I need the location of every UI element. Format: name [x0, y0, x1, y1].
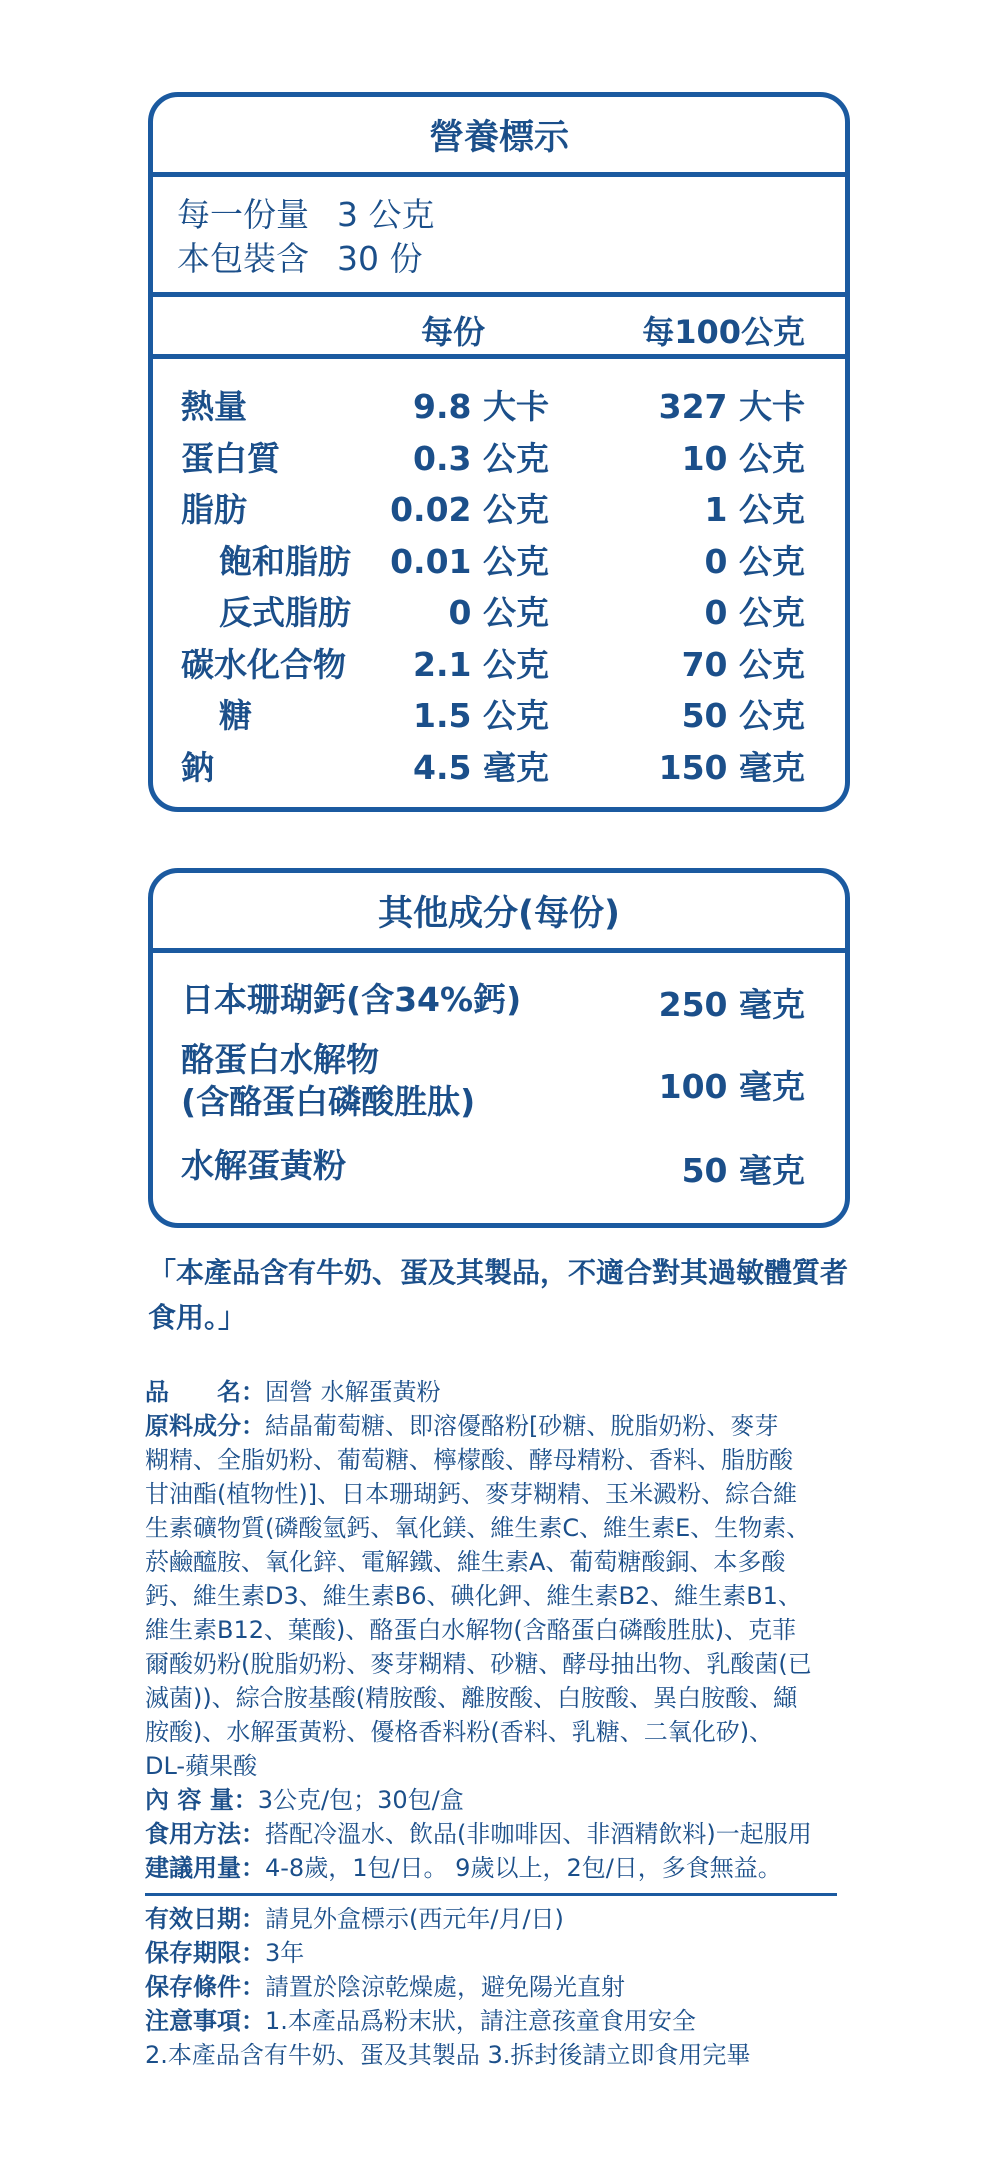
other-row-coral-calcium — [153, 965, 845, 1035]
ingredients-line: 生素礦物質(磷酸氫鈣、氧化鎂、維生素C、維生素E、生物素、 — [145, 1514, 811, 1542]
value-per-100g: 1 公克 — [704, 490, 805, 529]
ingredients-line: 菸鹼醯胺、氧化鋅、電解鐵、維生素A、葡萄糖酸銅、本多酸 — [145, 1548, 786, 1576]
section-divider — [145, 1893, 837, 1896]
ingredients-line: 結晶葡萄糖、即溶優酪粉[砂糖、脫脂奶粉、麥芽 — [265, 1412, 779, 1440]
ingredients-line: 爾酸奶粉(脫脂奶粉、麥芽糊精、砂糖、酵母抽出物、乳酸菌(已 — [145, 1650, 812, 1678]
shelf-life-row — [145, 1936, 847, 1970]
value-per-100g: 70 公克 — [681, 644, 805, 684]
storage-info — [145, 1902, 847, 2072]
ingredients-block — [145, 1409, 847, 1783]
value-per-serving: 9.8 大卡 — [413, 387, 549, 426]
usage-row — [145, 1817, 847, 1851]
serving-size-line — [177, 193, 845, 237]
ingredient-value: 100 毫克 — [658, 1067, 805, 1106]
value-per-serving: 0.02 公克 — [390, 490, 549, 529]
expiry-value: 請見外盒標示(西元年/月/日) — [265, 1905, 564, 1933]
value-per-serving: 4.5 毫克 — [413, 747, 549, 787]
ingredient-value: 50 毫克 — [681, 1151, 805, 1190]
nutrition-facts-panel — [148, 92, 850, 812]
column-per-serving: 每份 — [421, 313, 486, 351]
servings-value: 30 份 — [337, 239, 423, 278]
other-row-casein-hydrolysate — [153, 1035, 845, 1131]
product-name-row — [145, 1375, 847, 1409]
nutrition-row-carbohydrate — [153, 635, 845, 687]
storage-row — [145, 1970, 847, 2004]
ingredient-value: 250 毫克 — [658, 985, 805, 1024]
notes-value: 1.本產品爲粉末狀，請注意孩童食用安全 — [265, 2007, 696, 2035]
ingredients-line: DL-蘋果酸 — [145, 1752, 258, 1780]
content-value: 3公克/包；30包/盒 — [257, 1786, 464, 1814]
ingredient-name: 水解蛋黃粉 — [181, 1146, 346, 1185]
serving-info — [153, 177, 845, 297]
content-row — [145, 1783, 847, 1817]
dosage-label: 建議用量： — [145, 1854, 265, 1882]
shelf-life-label: 保存期限： — [145, 1939, 265, 1967]
usage-value: 搭配冷溫水、飲品(非咖啡因、非酒精飲料)一起服用 — [265, 1820, 812, 1848]
nutrient-name: 熱量 — [181, 387, 247, 426]
other-ingredients-title: 其他成分(每份) — [153, 873, 845, 953]
notes-line-2: 2.本產品含有牛奶、蛋及其製品 3.拆封後請立即食用完畢 — [145, 2041, 751, 2069]
value-per-100g: 50 公克 — [681, 696, 805, 735]
storage-label: 保存條件： — [145, 1973, 265, 2001]
ingredients-line: 維生素B12、葉酸)、酪蛋白水解物(含酪蛋白磷酸胜肽)、克菲 — [145, 1616, 797, 1644]
other-row-egg-yolk-powder — [153, 1131, 845, 1201]
nutrient-name: 蛋白質 — [181, 438, 280, 478]
storage-value: 請置於陰涼乾燥處，避免陽光直射 — [265, 1973, 625, 2001]
allergen-notice — [148, 1250, 858, 1340]
nutrient-name: 反式脂肪 — [219, 593, 351, 632]
value-per-serving: 0.3 公克 — [413, 438, 549, 478]
value-per-100g: 0 公克 — [704, 541, 805, 581]
nutrient-name: 鈉 — [181, 747, 214, 787]
nutrition-row-saturated-fat — [153, 532, 845, 584]
dosage-row — [145, 1851, 847, 1885]
notes-label: 注意事項： — [145, 2007, 265, 2035]
ingredient-name-line2: (含酪蛋白磷酸胜肽) — [181, 1082, 476, 1121]
notes-row — [145, 2004, 847, 2038]
ingredients-label: 原料成分： — [145, 1412, 265, 1440]
value-per-serving: 1.5 公克 — [413, 696, 549, 735]
value-per-100g: 327 大卡 — [658, 387, 805, 426]
nutrient-name: 飽和脂肪 — [219, 541, 351, 581]
product-info — [145, 1375, 847, 1885]
value-per-100g: 0 公克 — [704, 593, 805, 632]
nutrition-row-sugar — [153, 686, 845, 738]
nutrition-title: 營養標示 — [153, 97, 845, 177]
shelf-life-value: 3年 — [265, 1939, 305, 1967]
product-name-value: 固營 水解蛋黃粉 — [265, 1378, 441, 1406]
other-ingredients-panel — [148, 868, 850, 1228]
ingredients-line: 鈣、維生素D3、維生素B6、碘化鉀、維生素B2、維生素B1、 — [145, 1582, 802, 1610]
dosage-value: 4-8歲，1包/日。 9歲以上，2包/日，多食無益。 — [265, 1854, 782, 1882]
product-name-label: 品 名： — [145, 1378, 265, 1406]
ingredients-line: 滅菌))、綜合胺基酸(精胺酸、離胺酸、白胺酸、異白胺酸、纈 — [145, 1684, 798, 1712]
value-per-100g: 150 毫克 — [658, 747, 805, 787]
value-per-serving: 2.1 公克 — [413, 644, 549, 684]
allergen-line-1: 「本產品含有牛奶、蛋及其製品，不適合對其過敏體質者 — [148, 1256, 849, 1289]
nutrition-row-fat — [153, 480, 845, 532]
nutrition-row-energy — [153, 377, 845, 429]
value-per-serving: 0.01 公克 — [390, 541, 549, 581]
column-per-100g: 每100公克 — [642, 313, 805, 351]
usage-label: 食用方法： — [145, 1820, 265, 1848]
ingredients-line: 胺酸)、水解蛋黃粉、優格香料粉(香料、乳糖、二氧化矽)、 — [145, 1718, 774, 1746]
servings-per-pack-line — [177, 237, 845, 281]
ingredient-name-line1: 酪蛋白水解物 — [181, 1040, 379, 1079]
expiry-label: 有效日期： — [145, 1905, 265, 1933]
ingredients-line: 甘油酯(植物性)]、日本珊瑚鈣、麥芽糊精、玉米澱粉、綜合維 — [145, 1480, 798, 1508]
allergen-line-2: 食用。」 — [148, 1301, 247, 1334]
nutrient-name: 脂肪 — [181, 490, 247, 529]
expiry-row — [145, 1902, 847, 1936]
nutrient-name: 糖 — [219, 696, 252, 735]
nutrition-rows — [153, 359, 845, 789]
other-ingredients-rows — [153, 953, 845, 1201]
serving-size-label: 每一份量 — [177, 195, 309, 234]
value-per-serving: 0 公克 — [448, 593, 549, 632]
ingredients-line: 糊精、全脂奶粉、葡萄糖、檸檬酸、酵母精粉、香料、脂肪酸 — [145, 1446, 793, 1474]
content-label: 內 容 量： — [145, 1786, 258, 1814]
servings-label: 本包裝含 — [177, 239, 309, 278]
nutrient-name: 碳水化合物 — [181, 644, 346, 684]
nutrition-row-trans-fat — [153, 583, 845, 635]
ingredient-name: 日本珊瑚鈣(含34%鈣) — [181, 980, 522, 1019]
nutrition-row-protein — [153, 429, 845, 481]
nutrition-row-sodium — [153, 738, 845, 790]
value-per-100g: 10 公克 — [681, 438, 805, 478]
nutrition-column-headers — [153, 297, 845, 359]
serving-size-value: 3 公克 — [337, 195, 435, 234]
